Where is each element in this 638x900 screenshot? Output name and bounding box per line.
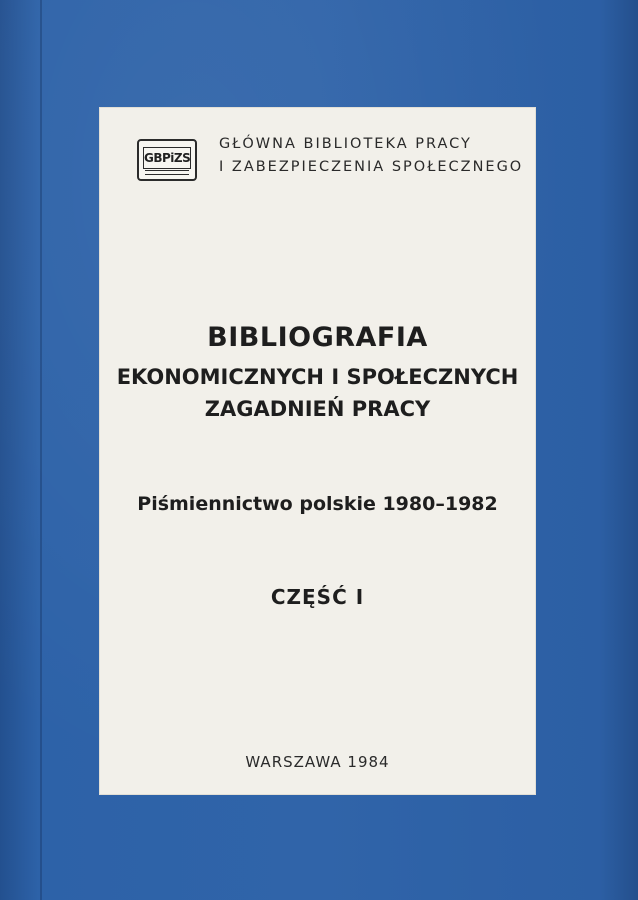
publisher-header (137, 133, 524, 189)
book-title: BIBLIOGRAFIA (207, 322, 428, 353)
logo-book-base (145, 170, 189, 175)
place-and-year: WARSZAWA 1984 (245, 753, 390, 771)
coverage-period: Piśmiennictwo polskie 1980–1982 (137, 493, 498, 515)
cover-label (99, 107, 536, 795)
subtitle-line-2: ZAGADNIEŃ PRACY (204, 397, 431, 421)
publisher-logo-icon (137, 139, 197, 181)
book-subtitle (99, 361, 536, 425)
logo-text: GBPiZS (143, 147, 191, 169)
volume-part: CZĘŚĆ I (270, 585, 365, 609)
publisher-line-1: GŁÓWNA BIBLIOTEKA PRACY (219, 136, 472, 152)
publisher-line-2: I ZABEZPIECZENIA SPOŁECZNEGO (219, 159, 524, 175)
spine-crease (40, 0, 42, 900)
publisher-name (219, 133, 529, 179)
subtitle-line-1: EKONOMICZNYCH I SPOŁECZNYCH (116, 365, 519, 389)
